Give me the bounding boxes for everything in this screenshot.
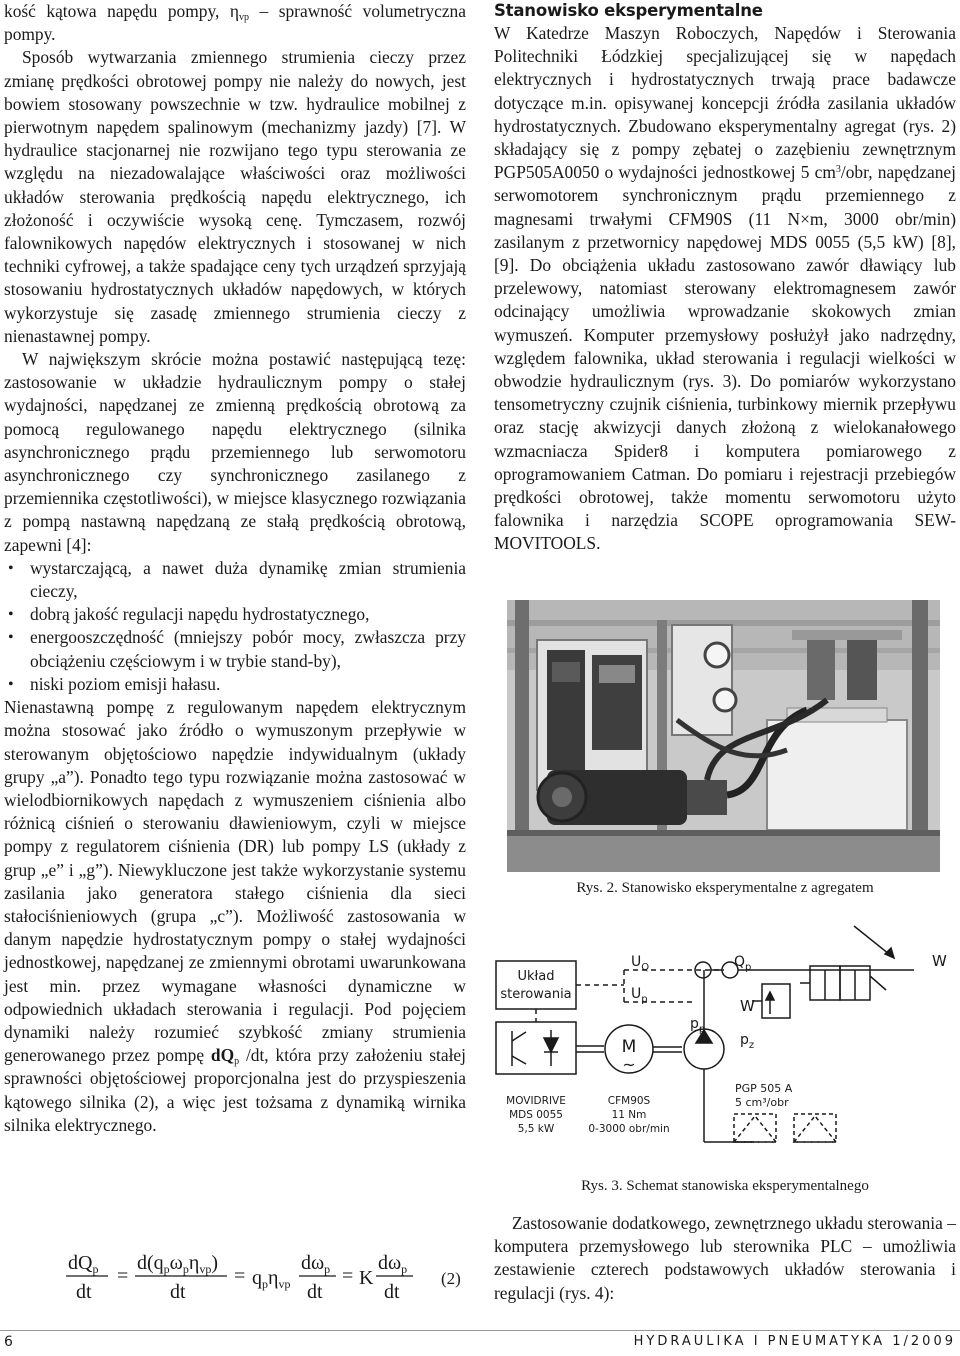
list-item: • niski poziom emisji hałasu. (4, 673, 466, 696)
journal-title: HYDRAULIKA I PNEUMATYKA 1/2009 (633, 1334, 956, 1349)
equation-2 (4, 1246, 466, 1306)
eq-sign: = (117, 1265, 129, 1287)
list-item: • wystarczającą, a nawet duża dynamikę zmian strumienia cieczy, (4, 557, 466, 603)
svg-text:~: ~ (622, 1055, 636, 1074)
label-qp: $Q_p$ (734, 954, 752, 973)
svg-text:dQp: $dQ_p$ (68, 1252, 99, 1276)
svg-text:PGP 505 A: PGP 505 A (735, 1082, 793, 1095)
eq-constant: K (359, 1267, 374, 1289)
figure-3-schematic (494, 906, 956, 1144)
svg-text:0-3000 obr/min: 0-3000 obr/min (588, 1123, 670, 1135)
svg-text:dt: dt (76, 1281, 92, 1303)
eq-sign: = (342, 1265, 354, 1287)
paragraph-2: W największym skrócie można postawić następującą tezę: zastosowanie w układzie hydraulicznym pompy o stałej wydajności, napędzanej ze zmienną prędkością obrotową za pomocą regulowanego napędu elektrycznego (silnika asynchronicznego prądu przemiennego lub serwomotoru asynchronicznego czy synchronicznego zasilanego z przemiennika częstotliwości), w miejsce klasycznego rozwiązania z pompą nastawną napędzaną ze stałą prędkością obrotową, zapewni [4]: (4, 349, 466, 555)
eq-sign: = (234, 1265, 246, 1287)
svg-text:dt: dt (170, 1281, 186, 1303)
label-pp: $p_p$ (690, 1016, 706, 1035)
inverter-box (496, 1022, 576, 1074)
eq-omega-fraction-2 (376, 1252, 413, 1303)
figure-3-caption: Rys. 3. Schemat stanowiska eksperymentalnego (581, 1178, 869, 1194)
signal-up: $U_p$ (631, 986, 648, 1005)
svg-text:dt: dt (307, 1281, 323, 1303)
advantages-list (4, 557, 466, 696)
svg-text:dωp: $d\omega_p$ (378, 1252, 408, 1276)
section-title: Stanowisko eksperymentalne (494, 1, 763, 20)
svg-text:W: W (932, 952, 947, 970)
svg-text:CFM90S: CFM90S (607, 1095, 651, 1107)
svg-text:11 Nm: 11 Nm (611, 1109, 647, 1121)
paragraph-3: Nienastawną pompę z regulowanym napędem elektrycznym można stosować jako źródło o wymuszonym przepływie w sterowanym objętościowo napędzie indywidualnym (układy grupy „a”). Ponadto tego typu rozwiązanie można zastosować w wielodbiornikowych napędach z wymuszeniem ciśnienia albo różnicą ciśnień o sterowaniu dławieniowym, czyli w miejsce pompy z regulatorem ciśnienia (DR) lub pompy LS (układy z grup „e” i „g”). Niewykluczone jest także wykorzystanie systemu zasilania jako generatora stałego ciśnienia dla sieci stałociśnieniowych (grupa „c”). Możliwość zastosowania w danym napędzie hydrostatycznym pompy o stałej wydajności jednostkowej, napędzanej ze zmiennymi obrotami uwarunkowana jest min. przez wymagane własności dynamiczne w odpowiednich układach sterowania i regulacji. Pod pojęciem dynamiki należy rozumieć szybkość zmiany strumienia generowanego przez pompę $dQ_p$ /dt, która przy założeniu stałej sprawności objętościowej proporcjonalna jest do przyspieszenia kątowego silnika (2), a więc jest tożsama z dynamiką wirnika silnika elektrycznego. (4, 697, 466, 1135)
svg-text:d(qpωpηvp): $d(q_p\omega_p\eta_{vp})$ (137, 1252, 218, 1276)
eq-q-eta: $q_p\eta_{vp}$ (252, 1267, 291, 1291)
figure-2-caption: Rys. 2. Stanowisko eksperymentalne z agregatem (576, 880, 874, 896)
svg-text:dt: dt (384, 1281, 400, 1303)
list-item: • energooszczędność (mniejszy pobór mocy, zwłaszcza przy obciążeniu częściowym i w trybie stand-by), (4, 626, 466, 672)
equation-number: (2) (441, 1269, 461, 1288)
left-column (4, 0, 466, 1137)
svg-text:M: M (621, 1037, 637, 1057)
signal-uq: $U_Q$ (631, 954, 650, 973)
page-number: 6 (4, 1334, 13, 1350)
label-pz: $p_z$ (740, 1032, 755, 1051)
eq-lhs-fraction (66, 1252, 108, 1303)
eq-mid-fraction (135, 1252, 227, 1303)
right-column (494, 0, 956, 556)
svg-text:MOVIDRIVE: MOVIDRIVE (506, 1095, 566, 1107)
right-final-paragraph: Zastosowanie dodatkowego, zewnętrznego układu sterowania – komputera przemysłowego lub sterownika PLC – umożliwia zestawienie czterech podstawowych układów sterowania i regulacji (rys. 4): (494, 1213, 956, 1303)
svg-text:5,5 kW: 5,5 kW (517, 1123, 555, 1135)
list-item: • dobrą jakość regulacji napędu hydrostatycznego, (4, 603, 466, 626)
paragraph-setup: W Katedrze Maszyn Roboczych, Napędów i Sterowania Politechniki Łódzkiej specjalizującej się w napędach elektrycznych i hydrostatycznych trwają prace badawcze dotyczące m.in. opisywanej koncepcji źródła zasilania układów hydrostatycznych. Zbudowano eksperymentalny agregat (rys. 2) składający się z pompy zębatej o zazębieniu zewnętrznym PGP505A0050 o wydajności jednostkowej 5 $cm^3$/obr, napędzanej serwomotorem synchronicznym prądu przemiennego z magnesami trwałymi CFM90S (11 N×m, 3000 obr/min) zasilanym z przetwornicy napędowej MDS 0055 (5,5 kW) [8], [9]. Do obciążenia układu zastosowano zawór dławiący lub przelewowy, natomiast sterowany elektromagnesem zawór odcinający umożliwia wprowadzanie skokowych zmian wymuszeń. Komputer przemysłowy posłużył jako nadrzędny, względem falownika, układ sterowania i regulacji wielkości w obwodzie hydraulicznym (rys. 3). Do pomiarów wykorzystano tensometryczny czujnik ciśnienia, turbinkowy miernik przepływu oraz stację akwizycji danych złożoną z wielokanałowego wzmacniacza Spider8 i komputera pomiarowego z oprogramowaniem Catman. Do pomiaru i rejestracji przebiegów prędkości obrotowej, także momentu serwomotoru użyto falownika i narzędzia SCOPE oprogramowania SEW-MOVITOOLS. (494, 23, 956, 554)
svg-text:5 cm³/obr: 5 cm³/obr (735, 1096, 789, 1109)
svg-text:W: W (740, 997, 755, 1015)
paragraph-1: Sposób wytwarzania zmiennego strumienia cieczy przez zmianę prędkości obrotowej pompy nie należy do nowych, jest bowiem stosowany powszechnie w tzw. hydraulice mobilnej z pierwotnym napędem spalinowym (mechanizmy jazdy) [7]. W hydraulice stacjonarnej nie rozwijano tego typu sterowania ze względu na niezadowalające właściwości oraz możliwości układów sterowania prędkością napędu elektrycznego, ich złożoność i oczywiście wysoką cenę. Tymczasem, rozwój falownikowych napędów elektrycznych i stosowanej w nich techniki cyfrowej, a także spadające ceny tych urządzeń sprzyjają stosowaniu hydrostatycznych układów napędowych, w których wykorzystuje się zasadę zmiennego strumienia cieczy z nienastawnej pompy. (4, 47, 466, 346)
paragraph-continued: kość kątowa napędu pompy, $\eta_{vp}$ – sprawność volumetryczna pompy. (4, 1, 466, 45)
figure-2-photo (507, 600, 940, 872)
svg-text:sterowania: sterowania (500, 987, 572, 1002)
eq-omega-fraction-1 (299, 1252, 336, 1303)
svg-text:MDS 0055: MDS 0055 (509, 1109, 563, 1121)
svg-text:dωp: $d\omega_p$ (301, 1252, 331, 1276)
footer-rule (0, 1330, 960, 1331)
svg-text:Układ: Układ (517, 969, 555, 984)
